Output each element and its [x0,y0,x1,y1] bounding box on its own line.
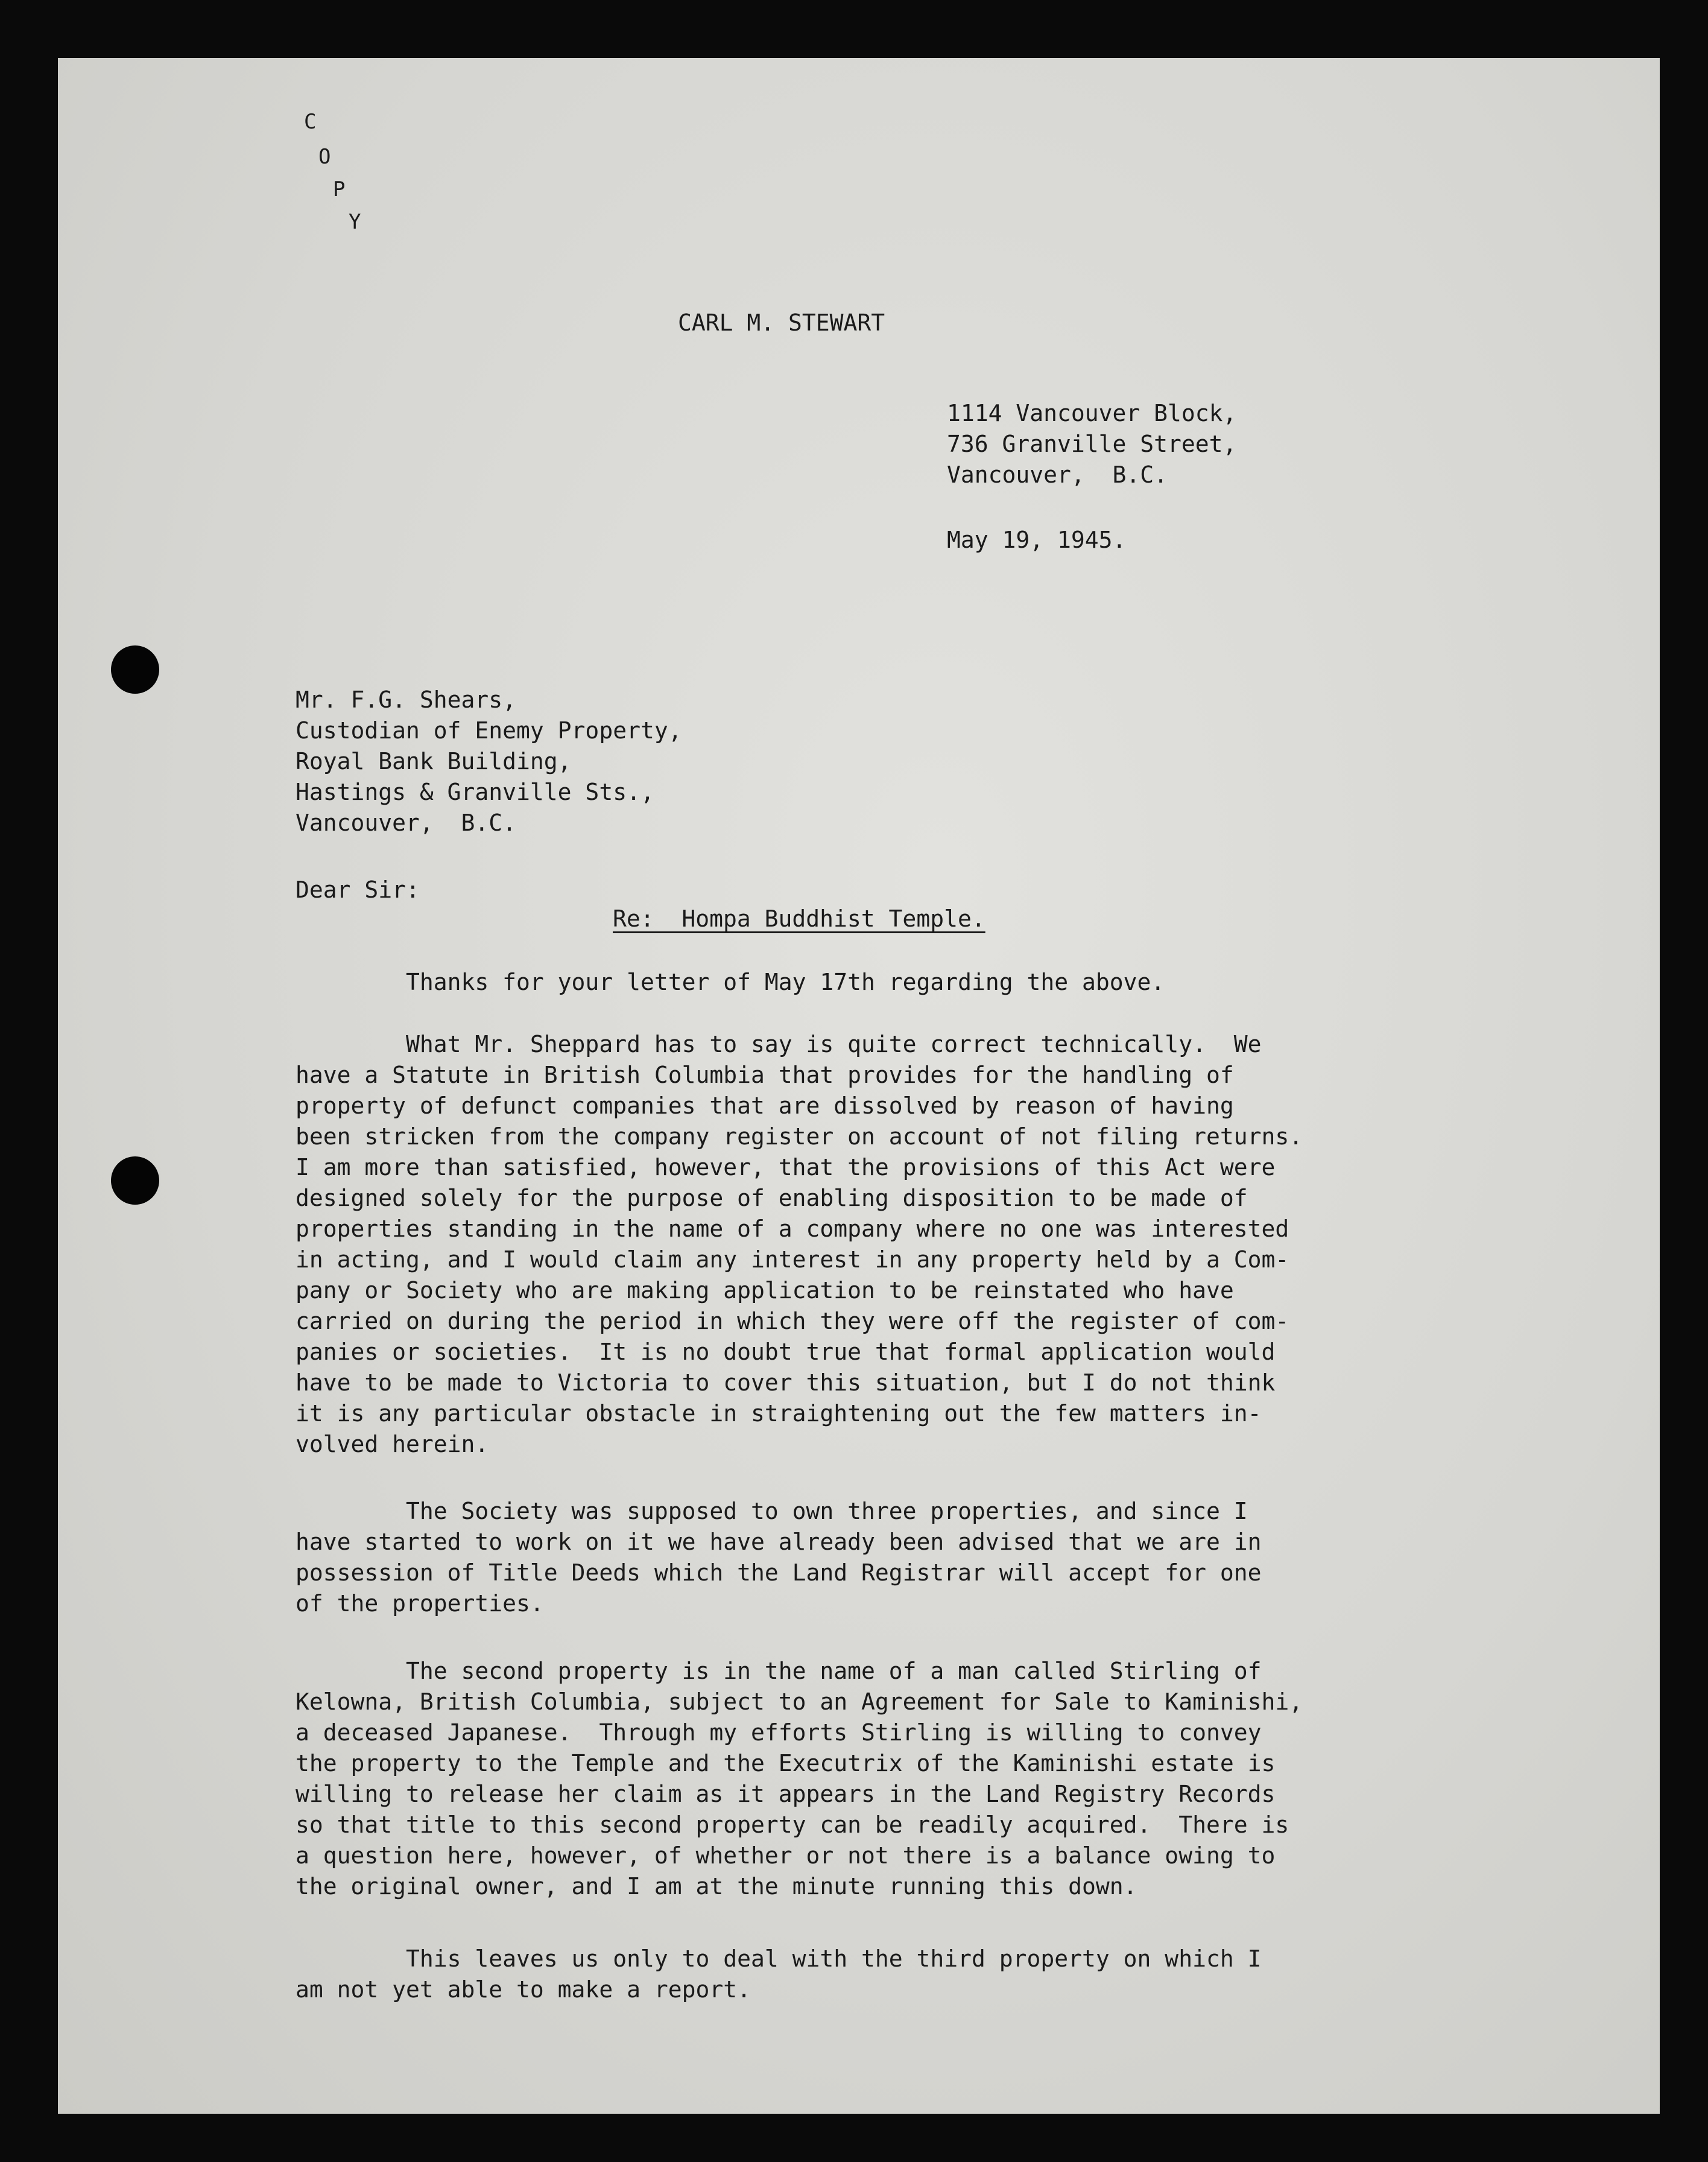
copy-mark-letter: Y [349,210,361,234]
recipient-line: Vancouver, B.C. [296,810,517,836]
recipient-line: Mr. F.G. Shears, [296,686,517,713]
copy-mark-letter: C [304,110,317,134]
body-line: it is any particular obstacle in straightening out the few matters in- [296,1400,1262,1427]
copy-mark-letter: P [333,177,346,201]
recipient-address [296,685,682,838]
body-line: designed solely for the purpose of enabling disposition to be made of [296,1185,1248,1211]
body-line: a deceased Japanese. Through my efforts Stirling is willing to convey [296,1719,1262,1746]
subject-line: Re: Hompa Buddhist Temple. [613,905,985,932]
recipient-line: Custodian of Enemy Property, [296,717,682,744]
body-line: properties standing in the name of a company where no one was interested [296,1216,1289,1242]
sender-address-line: Vancouver, B.C. [947,461,1168,488]
body-line: The Society was supposed to own three properties, and since I [296,1498,1248,1524]
punch-hole-bottom [111,1156,159,1205]
body-line: panies or societies. It is no doubt true that formal application would [296,1339,1276,1365]
body-paragraph [296,1656,1472,1902]
body-line: volved herein. [296,1431,489,1457]
body-line: a question here, however, of whether or not there is a balance owing to [296,1842,1276,1869]
body-line: the original owner, and I am at the minute running this down. [296,1873,1137,1900]
recipient-line: Hastings & Granville Sts., [296,779,654,805]
body-line: This leaves us only to deal with the third property on which I [296,1945,1262,1972]
body-paragraph [296,1029,1472,1460]
recipient-line: Royal Bank Building, [296,748,572,775]
body-line: of the properties. [296,1590,544,1617]
body-line: possession of Title Deeds which the Land Registrar will accept for one [296,1559,1262,1586]
letterhead-name: CARL M. STEWART [678,309,885,336]
body-line: Thanks for your letter of May 17th regarding the above. [296,969,1165,995]
letter-date: May 19, 1945. [947,527,1127,553]
body-line: so that title to this second property can be readily acquired. There is [296,1812,1289,1838]
body-line: am not yet able to make a report. [296,1976,751,2003]
body-line: in acting, and I would claim any interest in any property held by a Com- [296,1246,1289,1273]
punch-hole-top [111,645,159,694]
body-line: The second property is in the name of a man called Stirling of [296,1658,1262,1684]
body-line: have a Statute in British Columbia that provides for the handling of [296,1062,1234,1088]
body-line: pany or Society who are making application to be reinstated who have [296,1277,1234,1304]
copy-mark-letter: O [318,145,331,169]
body-line: have to be made to Victoria to cover this situation, but I do not think [296,1369,1276,1396]
salutation: Dear Sir: [296,877,420,903]
body-paragraph [296,1944,1472,2005]
body-line: carried on during the period in which they were off the register of com- [296,1308,1289,1334]
body-line: the property to the Temple and the Executrix of the Kaminishi estate is [296,1750,1276,1777]
body-line: property of defunct companies that are dissolved by reason of having [296,1092,1234,1119]
sender-address-line: 736 Granville Street, [947,431,1237,457]
body-line: I am more than satisfied, however, that the provisions of this Act were [296,1154,1276,1181]
body-line: been stricken from the company register on account of not filing returns. [296,1123,1303,1150]
sender-address [947,398,1236,490]
body-line: Kelowna, British Columbia, subject to an Agreement for Sale to Kaminishi, [296,1688,1303,1715]
sender-address-line: 1114 Vancouver Block, [947,400,1237,426]
body-paragraph [296,967,1472,998]
body-line: What Mr. Sheppard has to say is quite correct technically. We [296,1031,1262,1057]
body-line: willing to release her claim as it appears in the Land Registry Records [296,1781,1276,1807]
body-paragraph [296,1496,1472,1619]
body-line: have started to work on it we have already been advised that we are in [296,1529,1262,1555]
